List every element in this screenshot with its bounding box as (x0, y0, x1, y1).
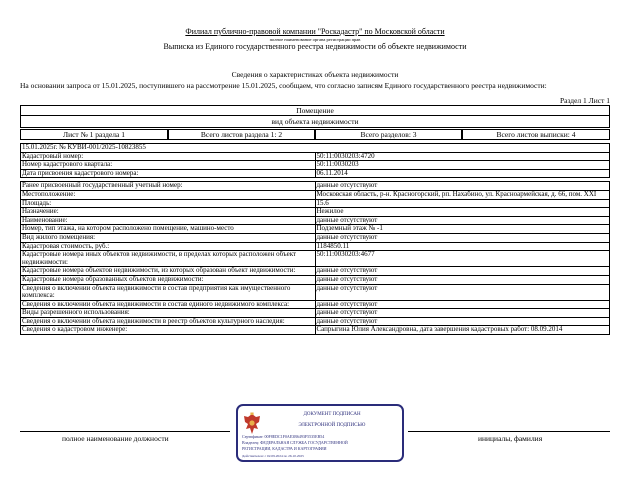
signature-title-1: ДОКУМЕНТ ПОДПИСАН (303, 412, 361, 417)
row-value: данные отсутствуют (315, 317, 610, 326)
row-label: Площадь: (21, 199, 316, 208)
row-value: Нежилое (315, 208, 610, 217)
table-row (21, 326, 610, 335)
sheets-in-section: Всего листов раздела 1: 2 (168, 129, 315, 140)
row-value: 06.11.2014 (315, 169, 610, 178)
row-value: данные отсутствуют (315, 275, 610, 284)
object-type-note: вид объекта недвижимости (20, 116, 610, 128)
signature-validity: Действителен: с 02.09.2024 по 26.10.2025 (242, 454, 304, 458)
row-label: Наименование: (21, 216, 316, 225)
object-type: Помещение (20, 105, 610, 116)
row-value: Подземный этаж № -1 (315, 225, 610, 234)
row-label: Кадастровая стоимость, руб.: (21, 242, 316, 251)
table-row (21, 284, 610, 300)
row-label: Кадастровые номера иных объектов недвижимости, в пределах которых расположен объект недвижимости: (21, 251, 316, 267)
coat-of-arms-icon (242, 412, 262, 436)
table-row (21, 169, 610, 178)
row-value: данные отсутствуют (315, 284, 610, 300)
row-label: Вид жилого помещения: (21, 233, 316, 242)
signature-title-2: ЭЛЕКТРОННОЙ ПОДПИСЬЮ (298, 423, 366, 428)
table-row (21, 251, 610, 267)
signature-owner-cont: РЕГИСТРАЦИИ, КАДАСТРА И КАРТОГРАФИИ (242, 446, 327, 451)
row-value: 1184850.11 (315, 242, 610, 251)
table-row (21, 309, 610, 318)
electronic-signature-stamp (236, 404, 404, 462)
row-label: Номер кадастрового квартала: (21, 161, 316, 170)
row-value: Сапрыгина Юлия Александровна, дата завершения кадастровых работ: 08.09.2014 (315, 326, 610, 335)
row-value: 15.6 (315, 199, 610, 208)
position-label: полное наименование должности (62, 434, 169, 443)
organization-note: полное наименование органа регистрации прав (269, 37, 361, 42)
name-signature-line (408, 431, 610, 432)
page-info: Раздел 1 Лист 1 (559, 96, 610, 105)
row-label: Кадастровые номера образованных объектов недвижимости: (21, 275, 316, 284)
table-row (21, 275, 610, 284)
row-label: Ранее присвоенный государственный учетный номер: (21, 182, 316, 191)
row-value: данные отсутствуют (315, 182, 610, 191)
row-value: Московская область, р-н. Красногорский, рп. Нахабино, ул. Красноармейская, д. 66, пом. XXI (315, 190, 610, 199)
row-label: Назначение: (21, 208, 316, 217)
table-row (21, 190, 610, 199)
sheet-meta-row (20, 129, 610, 140)
organization-name: Филиал публично-правовой компании "Роскадастр" по Московской области (185, 27, 445, 36)
row-value: данные отсутствуют (315, 309, 610, 318)
row-label: Номер, тип этажа, на котором расположено помещение, машино-место (21, 225, 316, 234)
row-value: 50:11:0030203:4677 (315, 251, 610, 267)
row-label: Местоположение: (21, 190, 316, 199)
table-row (21, 233, 610, 242)
sections-total: Всего разделов: 3 (315, 129, 462, 140)
table-row (21, 300, 610, 309)
sheets-total: Всего листов выписки: 4 (462, 129, 610, 140)
signature-certificate: Сертификат: 00F8EDC1F0AE3B6493F5535EB54 (242, 434, 325, 439)
row-label: Сведения о включении объекта недвижимости в реестр объектов культурного наследия: (21, 317, 316, 326)
table-row (21, 161, 610, 170)
row-label: Кадастровый номер: (21, 152, 316, 161)
record-date-number: 15.01.2025г. № КУВИ-001/2025-10823855 (21, 144, 610, 153)
row-label: Виды разрешенного использования: (21, 309, 316, 318)
row-label: Сведения о включении объекта недвижимости в состав предприятия как имущественного комплекса: (21, 284, 316, 300)
object-data-table (20, 143, 610, 335)
position-signature-line (20, 431, 230, 432)
table-row (21, 242, 610, 251)
table-row (21, 199, 610, 208)
table-row (21, 267, 610, 276)
basis-text: На основании запроса от 15.01.2025, поступившего на рассмотрение 15.01.2025, сообщаем, что согласно записям Единого государственного реестра недвижимости: (20, 81, 547, 90)
sheet-number: Лист № 1 раздела 1 (20, 129, 168, 140)
name-label: инициалы, фамилия (478, 434, 543, 443)
row-value: данные отсутствуют (315, 267, 610, 276)
section-title: Сведения о характеристиках объекта недвижимости (231, 70, 399, 79)
table-row (21, 225, 610, 234)
row-label: Сведения о включении объекта недвижимости в состав единого недвижимого комплекса: (21, 300, 316, 309)
row-value: 50:11:0030203:4720 (315, 152, 610, 161)
row-label: Кадастровые номера объектов недвижимости, из которых образован объект недвижимости: (21, 267, 316, 276)
table-row (21, 317, 610, 326)
row-label: Дата присвоения кадастрового номера: (21, 169, 316, 178)
row-value: данные отсутствуют (315, 300, 610, 309)
signature-owner: Владелец: ФЕДЕРАЛЬНАЯ СЛУЖБА ГОСУДАРСТВЕННОЙ (242, 440, 348, 445)
row-value: данные отсутствуют (315, 233, 610, 242)
table-row (21, 152, 610, 161)
row-label: Сведения о кадастровом инженере: (21, 326, 316, 335)
table-row (21, 216, 610, 225)
row-value: 50:11:0030203 (315, 161, 610, 170)
row-value: данные отсутствуют (315, 216, 610, 225)
table-row (21, 182, 610, 191)
document-title: Выписка из Единого государственного реестра недвижимости об объекте недвижимости (163, 42, 467, 51)
table-row (21, 208, 610, 217)
